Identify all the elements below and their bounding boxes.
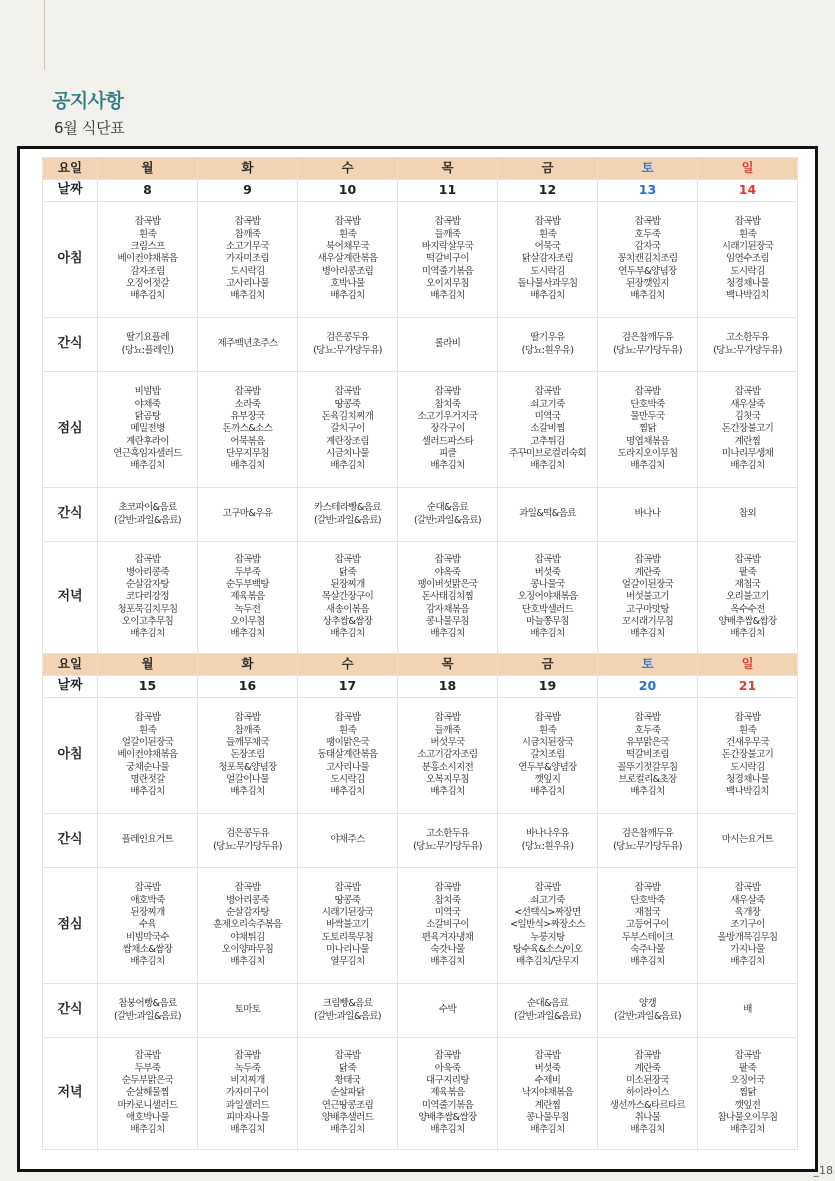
date-row-label: 날짜 xyxy=(43,180,98,202)
breakfast-menu-cell xyxy=(198,202,298,318)
afternoon-snack-menu-text: 고구마&우유 xyxy=(222,508,273,520)
morning-snack-menu-cell xyxy=(698,318,798,372)
dinner-menu-text: 잡곡밥 버섯죽 콩나물국 오징어야채볶음 단호박샐러드 마늘쫑무침 배추김치 xyxy=(517,554,578,640)
day-header-cell: 화 xyxy=(198,158,298,180)
afternoon-snack-label: 간식 xyxy=(43,984,98,1038)
afternoon-snack-menu-text: 양갱 (갈반:과일&음료) xyxy=(613,998,682,1022)
dinner-label: 저녁 xyxy=(43,1038,98,1150)
dinner-menu-text: 잡곡밥 녹두죽 비지찌개 가자미구이 과일샐러드 피마자나물 배추김치 xyxy=(226,1050,269,1136)
lunch-menu-text: 잡곡밥 단호박죽 물만두국 찜닭 명엽채볶음 도라지오이무침 배추김치 xyxy=(617,386,678,472)
lunch-menu-text: 잡곡밥 새우살죽 육개장 조기구이 올방개묵김무침 가지나물 배추김치 xyxy=(717,882,778,968)
morning-snack-menu-text: 검은콩두유 (당뇨:무가당두유) xyxy=(213,828,282,852)
lunch-row xyxy=(43,372,798,488)
dinner-menu-text: 잡곡밥 병아리콩죽 순살감자탕 코다리강정 청포묵김치무침 오이고추무침 배추김치 xyxy=(117,554,178,640)
menu-frame xyxy=(17,146,818,1172)
dinner-menu-text: 잡곡밥 두부죽 순두부백탕 제육볶음 녹두전 오이무침 배추김치 xyxy=(226,554,269,640)
breakfast-label: 아침 xyxy=(43,202,98,318)
lunch-menu-cell xyxy=(298,868,398,984)
dinner-label: 저녁 xyxy=(43,542,98,654)
morning-snack-menu-cell xyxy=(598,318,698,372)
breakfast-menu-cell xyxy=(298,202,398,318)
dinner-menu-cell xyxy=(298,542,398,654)
lunch-menu-text: 잡곡밥 소라죽 유부장국 돈까스&소스 어묵볶음 단무지무침 배추김치 xyxy=(222,386,273,472)
breakfast-menu-cell xyxy=(498,698,598,814)
breakfast-menu-text: 잡곡밥 호두죽 감자국 꽁치캔김치조림 연두부&양념장 된장깻잎지 배추김치 xyxy=(617,216,678,302)
dinner-row xyxy=(43,542,798,654)
breakfast-menu-cell xyxy=(98,698,198,814)
afternoon-snack-menu-text: 순대&음료 (갈반:과일&음료) xyxy=(413,502,482,526)
afternoon-snack-menu-text: 토마토 xyxy=(234,1004,261,1016)
morning-snack-menu-text: 마시는요거트 xyxy=(721,834,774,846)
breakfast-menu-cell xyxy=(398,202,498,318)
morning-snack-menu-text: 롤라비 xyxy=(434,338,461,350)
breakfast-label: 아침 xyxy=(43,698,98,814)
afternoon-snack-menu-cell xyxy=(598,488,698,542)
morning-snack-menu-cell xyxy=(98,318,198,372)
afternoon-snack-row xyxy=(43,488,798,542)
lunch-menu-text: 잡곡밥 참치죽 미역국 소갈비구이 편육겨자냉채 숙갓나물 배추김치 xyxy=(421,882,474,968)
lunch-menu-cell xyxy=(98,372,198,488)
morning-snack-menu-text: 검은참깨두유 (당뇨:무가당두유) xyxy=(613,332,682,356)
afternoon-snack-menu-cell xyxy=(298,488,398,542)
dinner-menu-text: 잡곡밥 아욱죽 대구지리탕 제육볶음 미역줄기볶음 양배추쌈&쌈장 배추김치 xyxy=(418,1050,477,1136)
breakfast-menu-cell xyxy=(298,698,398,814)
day-header-cell: 수 xyxy=(298,158,398,180)
dinner-menu-cell xyxy=(98,542,198,654)
morning-snack-menu-cell xyxy=(398,814,498,868)
breakfast-menu-text: 잡곡밥 흰죽 북어채무국 새우살계란볶음 병아리콩조림 호박나물 배추김치 xyxy=(317,216,378,302)
lunch-menu-cell xyxy=(598,372,698,488)
day-header-cell: 일 xyxy=(698,158,798,180)
breakfast-menu-text: 잡곡밥 들깨죽 버섯무국 소고기감자조림 분홍소시지전 오복지무침 배추김치 xyxy=(417,712,478,798)
breakfast-menu-cell xyxy=(198,698,298,814)
morning-snack-row xyxy=(43,318,798,372)
afternoon-snack-menu-text: 참외 xyxy=(738,508,757,520)
lunch-menu-text: 비빔밥 야채죽 닭곰탕 메밀전병 계란후라이 연근흑임자샐러드 배추김치 xyxy=(113,386,182,472)
breakfast-row xyxy=(43,698,798,814)
lunch-menu-cell xyxy=(198,372,298,488)
afternoon-snack-menu-cell xyxy=(398,984,498,1038)
day-header-label: 요일 xyxy=(43,158,98,180)
dinner-menu-cell xyxy=(498,1038,598,1150)
afternoon-snack-menu-cell xyxy=(498,488,598,542)
afternoon-snack-menu-text: 수박 xyxy=(438,1004,457,1016)
morning-snack-menu-text: 딸기우유 (당뇨:흰우유) xyxy=(521,332,574,356)
dinner-menu-cell xyxy=(298,1038,398,1150)
morning-snack-label: 간식 xyxy=(43,318,98,372)
morning-snack-menu-cell xyxy=(98,814,198,868)
date-row xyxy=(43,676,798,698)
lunch-menu-text: 잡곡밥 땅콩죽 돈육김치찌개 갈치구이 계란장조림 시금치나물 배추김치 xyxy=(321,386,374,472)
afternoon-snack-menu-cell xyxy=(198,488,298,542)
lunch-menu-cell xyxy=(498,372,598,488)
lunch-menu-cell xyxy=(698,868,798,984)
lunch-row xyxy=(43,868,798,984)
date-cell: 19 xyxy=(498,676,598,698)
lunch-menu-text: 잡곡밥 쇠고기죽 <선택식>짜장면 <일반식>짜장소스 누룽지탕 탕수육&소스/이오 배추김치/단무지 xyxy=(510,882,585,968)
dinner-menu-cell xyxy=(198,542,298,654)
lunch-menu-cell xyxy=(698,372,798,488)
breakfast-menu-cell xyxy=(598,202,698,318)
lunch-menu-cell xyxy=(198,868,298,984)
day-header-row xyxy=(43,158,798,180)
afternoon-snack-menu-cell xyxy=(198,984,298,1038)
day-header-row xyxy=(43,654,798,676)
morning-snack-menu-cell xyxy=(198,318,298,372)
breakfast-menu-text: 잡곡밥 흰죽 시래기된장국 임연수조림 도시락김 청경채나물 백나박김치 xyxy=(721,216,774,302)
morning-snack-menu-text: 야채주스 xyxy=(330,834,365,846)
day-header-cell: 수 xyxy=(298,654,398,676)
morning-snack-label: 간식 xyxy=(43,814,98,868)
dinner-menu-text: 잡곡밥 팥죽 재첩국 오리불고기 옥수수전 양배추쌈&쌈장 배추김치 xyxy=(718,554,777,640)
dinner-menu-cell xyxy=(598,1038,698,1150)
afternoon-snack-menu-cell xyxy=(598,984,698,1038)
lunch-menu-cell xyxy=(398,372,498,488)
morning-snack-menu-text: 검은콩두유 (당뇨:무가당두유) xyxy=(313,332,382,356)
afternoon-snack-label: 간식 xyxy=(43,488,98,542)
afternoon-snack-menu-cell xyxy=(98,488,198,542)
dinner-menu-cell xyxy=(698,1038,798,1150)
dinner-menu-text: 잡곡밥 두부죽 순두부맑은국 순살해물찜 마카로니샐러드 애호박나물 배추김치 xyxy=(117,1050,178,1136)
breakfast-menu-text: 잡곡밥 흰죽 어묵국 닭살감자조림 도시락김 돌나물사과무침 배추김치 xyxy=(517,216,578,302)
date-cell: 20 xyxy=(598,676,698,698)
afternoon-snack-menu-text: 배 xyxy=(743,1004,752,1016)
dinner-menu-cell xyxy=(598,542,698,654)
morning-snack-menu-text: 제주백년초주스 xyxy=(217,338,278,350)
date-row-label: 날짜 xyxy=(43,676,98,698)
date-cell: 13 xyxy=(598,180,698,202)
dinner-menu-cell xyxy=(98,1038,198,1150)
dinner-menu-cell xyxy=(398,542,498,654)
afternoon-snack-menu-cell xyxy=(498,984,598,1038)
morning-snack-menu-cell xyxy=(598,814,698,868)
lunch-menu-cell xyxy=(498,868,598,984)
dinner-menu-text: 잡곡밥 야옥죽 팽이버섯맑은국 돈사태김치찜 감자채볶음 콩나물무침 배추김치 xyxy=(417,554,478,640)
day-header-label: 요일 xyxy=(43,654,98,676)
dinner-menu-cell xyxy=(398,1038,498,1150)
day-header-cell: 월 xyxy=(98,158,198,180)
date-cell: 16 xyxy=(198,676,298,698)
morning-snack-menu-cell xyxy=(198,814,298,868)
morning-snack-menu-cell xyxy=(698,814,798,868)
date-row xyxy=(43,180,798,202)
afternoon-snack-row xyxy=(43,984,798,1038)
afternoon-snack-menu-text: 카스테라빵&음료 (갈반:과일&음료) xyxy=(313,502,382,526)
morning-snack-menu-text: 고소한두유 (당뇨:무가당두유) xyxy=(413,828,482,852)
breakfast-menu-text: 잡곡밥 흰죽 시금치된장국 갈치조림 연두부&양념장 깻잎지 배추김치 xyxy=(518,712,577,798)
lunch-menu-text: 잡곡밥 쇠고기죽 미역국 소갈비찜 고추튀김 주꾸미브로컬리숙회 배추김치 xyxy=(508,386,587,472)
dinner-menu-text: 잡곡밥 닭죽 황태국 순살파닭 연근땅콩조림 양배추샐러드 배추김치 xyxy=(321,1050,374,1136)
lunch-label: 점심 xyxy=(43,868,98,984)
afternoon-snack-menu-cell xyxy=(398,488,498,542)
breakfast-menu-text: 잡곡밥 참깨죽 소고기무국 가자미조림 도시락김 고사리나물 배추김치 xyxy=(226,216,269,302)
date-cell: 11 xyxy=(398,180,498,202)
day-header-cell: 목 xyxy=(398,654,498,676)
date-cell: 21 xyxy=(698,676,798,698)
lunch-menu-cell xyxy=(398,868,498,984)
lunch-label: 점심 xyxy=(43,372,98,488)
dinner-menu-text: 잡곡밥 계란죽 미소된장국 하이라이스 생선까스&타르타르 취나물 배추김치 xyxy=(609,1050,686,1136)
lunch-menu-text: 잡곡밥 단호박죽 재첩국 고등어구이 두부스테이크 숙주나물 배추김치 xyxy=(621,882,674,968)
lunch-menu-text: 잡곡밥 땅콩죽 시래기된장국 바싹불고기 도토리묵무침 미나리나물 열무김치 xyxy=(321,882,374,968)
day-header-cell: 금 xyxy=(498,654,598,676)
lunch-menu-text: 잡곡밥 참치죽 소고기우거지국 장각구이 셀러드파스타 피클 배추김치 xyxy=(417,386,478,472)
page-number: _18 xyxy=(813,1164,833,1177)
breakfast-menu-cell xyxy=(98,202,198,318)
breakfast-menu-text: 잡곡밥 참깨죽 들깨무채국 돈장조림 청포묵&양념장 얼갈이나물 배추김치 xyxy=(218,712,277,798)
breakfast-menu-cell xyxy=(698,202,798,318)
day-header-cell: 금 xyxy=(498,158,598,180)
day-header-cell: 일 xyxy=(698,654,798,676)
lunch-menu-text: 잡곡밥 병아리콩죽 순살감자탕 훈제오리숙주볶음 야채튀김 오이양파무침 배추김치 xyxy=(213,882,282,968)
page-subtitle: 6월 식단표 xyxy=(54,119,125,137)
morning-snack-menu-text: 고소한두유 (당뇨:무가당두유) xyxy=(713,332,782,356)
afternoon-snack-menu-text: 순대&음료 (갈반:과일&음료) xyxy=(513,998,582,1022)
dinner-menu-text: 잡곡밥 계란죽 얼갈이된장국 버섯불고기 고구마맛탕 꼬시래기무침 배추김치 xyxy=(621,554,674,640)
breakfast-row xyxy=(43,202,798,318)
lunch-menu-cell xyxy=(598,868,698,984)
lunch-menu-cell xyxy=(298,372,398,488)
date-cell: 14 xyxy=(698,180,798,202)
breakfast-menu-text: 잡곡밥 들깨죽 바지락살무국 떡갈비구이 미역줄기볶음 오이지무침 배추김치 xyxy=(421,216,474,302)
breakfast-menu-cell xyxy=(498,202,598,318)
date-cell: 8 xyxy=(98,180,198,202)
morning-snack-menu-text: 검은참깨두유 (당뇨:무가당두유) xyxy=(613,828,682,852)
date-cell: 18 xyxy=(398,676,498,698)
morning-snack-menu-cell xyxy=(498,318,598,372)
date-cell: 12 xyxy=(498,180,598,202)
morning-snack-row xyxy=(43,814,798,868)
breakfast-menu-text: 잡곡밥 흰죽 건새우무국 돈간장불고기 도시락김 청경채나물 백나박김치 xyxy=(721,712,774,798)
afternoon-snack-menu-text: 크림빵&음료 (갈반:과일&음료) xyxy=(313,998,382,1022)
date-cell: 17 xyxy=(298,676,398,698)
date-cell: 15 xyxy=(98,676,198,698)
afternoon-snack-menu-cell xyxy=(698,488,798,542)
breakfast-menu-text: 잡곡밥 흰죽 크림스프 베이컨야채볶음 감자조림 오징어젓갈 배추김치 xyxy=(117,216,178,302)
morning-snack-menu-text: 딸기요플레 (당뇨:플레인) xyxy=(121,332,174,356)
breakfast-menu-cell xyxy=(698,698,798,814)
morning-snack-menu-cell xyxy=(398,318,498,372)
margin-rule xyxy=(44,0,45,70)
dinner-menu-text: 잡곡밥 팥죽 오징어국 찜닭 깻잎전 참나물오이무침 배추김치 xyxy=(717,1050,778,1136)
afternoon-snack-menu-text: 과일&떡&음료 xyxy=(519,508,576,520)
breakfast-menu-cell xyxy=(598,698,698,814)
dinner-menu-text: 잡곡밥 닭죽 된장찌개 목살간장구이 새송이볶음 상추쌈&쌈장 배추김치 xyxy=(321,554,374,640)
breakfast-menu-cell xyxy=(398,698,498,814)
morning-snack-menu-cell xyxy=(298,814,398,868)
afternoon-snack-menu-text: 바나나 xyxy=(634,508,661,520)
morning-snack-menu-cell xyxy=(298,318,398,372)
date-cell: 10 xyxy=(298,180,398,202)
dinner-menu-cell xyxy=(698,542,798,654)
day-header-cell: 화 xyxy=(198,654,298,676)
date-cell: 9 xyxy=(198,180,298,202)
day-header-cell: 토 xyxy=(598,654,698,676)
day-header-cell: 월 xyxy=(98,654,198,676)
breakfast-menu-text: 잡곡밥 호두죽 유부맑은국 떡갈비조림 꼴뚜기젓갈무침 브로컬리&초장 배추김치 xyxy=(617,712,678,798)
morning-snack-menu-text: 플레인요거트 xyxy=(121,834,174,846)
dinner-menu-text: 잡곡밥 버섯죽 수제비 낙지야채볶음 계란찜 콩나물무침 배추김치 xyxy=(521,1050,574,1136)
breakfast-menu-text: 잡곡밥 흰죽 팽이맑은국 동태살계란볶음 고사리나물 도시락김 배추김치 xyxy=(317,712,378,798)
afternoon-snack-menu-cell xyxy=(298,984,398,1038)
lunch-menu-text: 잡곡밥 애호박죽 된장찌개 수육 비빔막국수 쌈채소&쌈장 배추김치 xyxy=(122,882,173,968)
dinner-row xyxy=(43,1038,798,1150)
meal-menu-table xyxy=(42,157,798,1150)
afternoon-snack-menu-text: 참붕어빵&음료 (갈반:과일&음료) xyxy=(113,998,182,1022)
dinner-menu-cell xyxy=(498,542,598,654)
day-header-cell: 목 xyxy=(398,158,498,180)
afternoon-snack-menu-cell xyxy=(98,984,198,1038)
morning-snack-menu-text: 바나나우유 (당뇨:흰우유) xyxy=(521,828,574,852)
lunch-menu-text: 잡곡밥 새우살죽 김칫국 돈간장불고기 계란찜 미나리무생채 배추김치 xyxy=(721,386,774,472)
afternoon-snack-menu-text: 초코파이&음료 (갈반:과일&음료) xyxy=(113,502,182,526)
day-header-cell: 토 xyxy=(598,158,698,180)
page-title: 공지사항 xyxy=(52,90,124,112)
dinner-menu-cell xyxy=(198,1038,298,1150)
afternoon-snack-menu-cell xyxy=(698,984,798,1038)
lunch-menu-cell xyxy=(98,868,198,984)
morning-snack-menu-cell xyxy=(498,814,598,868)
breakfast-menu-text: 잡곡밥 흰죽 얼갈이된장국 베이컨야채볶음 궁채순나물 명란젓갈 배추김치 xyxy=(117,712,178,798)
